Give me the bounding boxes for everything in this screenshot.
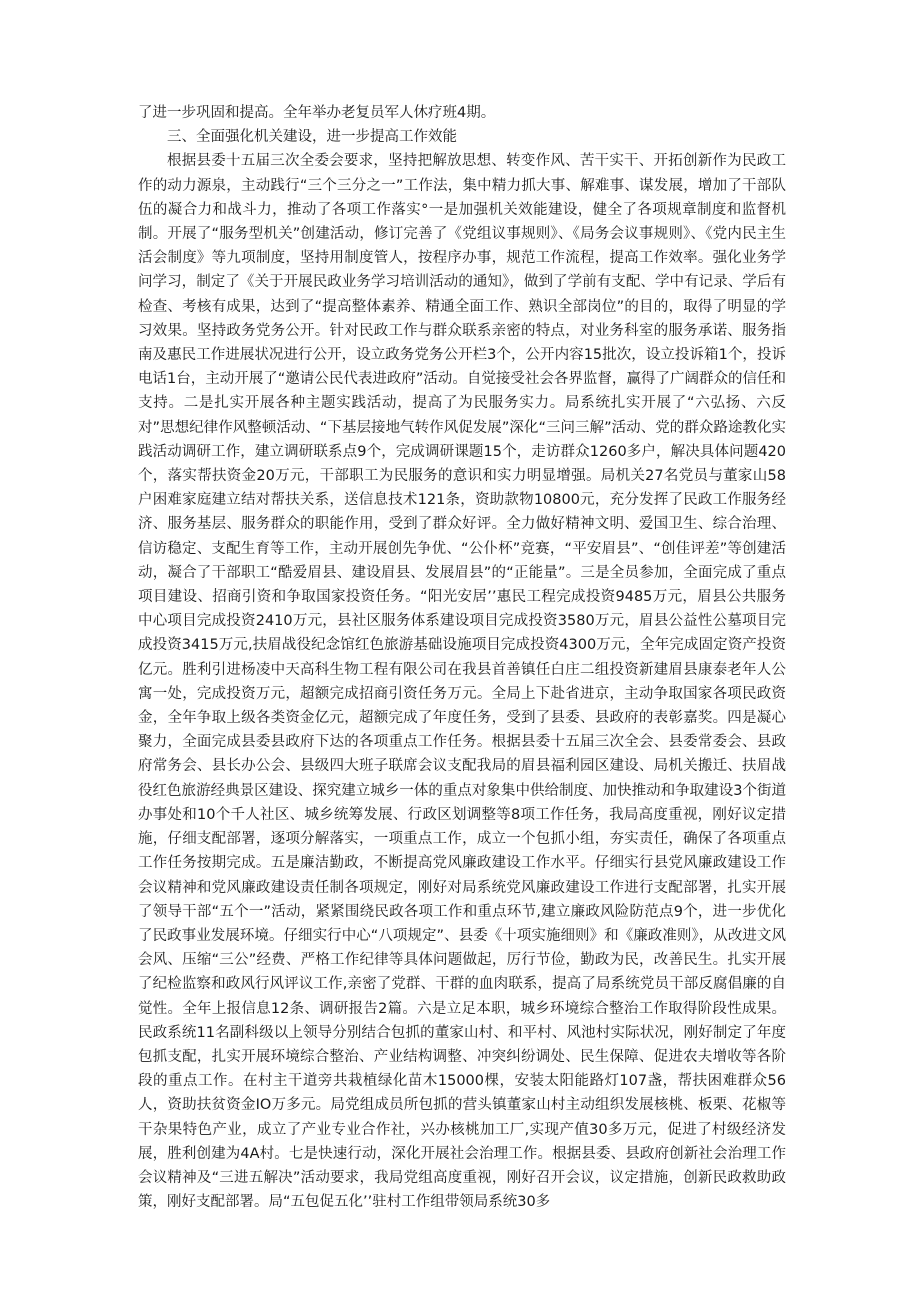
body-paragraph: 根据县委十五届三次全委会要求，坚持把解放思想、转变作风、苦干实干、开拓创新作为民政工作的动力源泉，主动践行“三个三分之一”工作法，集中精力抓大事、解难事、谋发展，增加了干部队伍的凝合力和战斗力，推动了各项工作落实°一是加强机关效能建设，健全了各项规章制度和监督机制。开展了“服务型机关”创建活动，修订完善了《党组议事规则》、《局务会议事规则》、《党内民主生活会制度》等九项制度，坚持用制度管人，按程序办事，规范工作流程，提高工作效率。强化业务学问学习，制定了《关于开展民政业务学习培训活动的通知》，做到了学前有支配、学中有记录、学后有检查、考核有成果，达到了“提高整体素养、精通全面工作、熟识全部岗位”的目的，取得了明显的学习效果。坚持政务党务公开。针对民政工作与群众联系亲密的特点，对业务科室的服务承诺、服务指南及惠民工作进展状况进行公开，设立政务党务公开栏3个，公开内容15批次，设立投诉箱1个，投诉电话1台，主动开展了“邀请公民代表进政府”活动。自觉接受社会各界监督，赢得了广阔群众的信任和支持。二是扎实开展各种主题实践活动，提高了为民服务实力。局系统扎实开展了“六弘扬、六反对”思想纪律作风整顿活动、“下基层接地气转作风促发展”深化“三问三解”活动、党的群众路途教化实践活动调研工作，建立调研联系点9个，完成调研课题15个，走访群众1260多户，解决具体问题420个，落实帮扶资金20万元，干部职工为民服务的意识和实力明显增强。局机关27名党员与董家山58户困难家庭建立结对帮扶关系，送信息技术121条，资助款物10800元，充分发挥了民政工作服务经济、服务基层、服务群众的职能作用，受到了群众好评。全力做好精神文明、爱国卫生、综合治理、信访稳定、支配生育等工作，主动开展创先争优、“公仆杯”竞赛，“平安眉县”、“创佳评差”等创建活动，凝合了干部职工“酷爱眉县、建设眉县、发展眉县”的“正能量”。三是全员参加，全面完成了重点项目建设、招商引资和争取国家投资任务。“阳光安居’’惠民工程完成投资9485万元，眉县公共服务中心项目完成投资2410万元，县社区服务体系建设项目完成投资3580万元，眉县公益性公墓项目完成投资3415万元,扶眉战役纪念馆红色旅游基础设施项目完成投资4300万元，全年完成固定资产投资亿元。胜利引进杨凌中天高科生物工程有限公司在我县首善镇任白庄二组投资新建眉县康泰老年人公寓一处，完成投资万元，超额完成招商引资任务万元。全局上下赴省进京，主动争取国家各项民政资金，全年争取上级各类资金亿元，超额完成了年度任务，受到了县委、县政府的表彰嘉奖。四是凝心聚力，全面完成县委县政府下达的各项重点工作任务。根据县委十五届三次全会、县委常委会、县政府常务会、县长办公会、县级四大班子联席会议支配我局的眉县福利园区建设、局机关搬迁、扶眉战役红色旅游经典景区建设、探究建立城乡一体的重点对象集中供给制度、加快推动和争取建设3个街道办事处和10个千人社区、城乡统筹发展、行政区划调整等8项工作任务，我局高度重视，刚好议定措施，仔细支配部署，逐项分解落实，一项重点工作，成立一个包抓小组，夯实责任，确保了各项重点工作任务按期完成。五是廉洁勤政，不断提高党风廉政建设工作水平。仔细实行县党风廉政建设工作会议精神和党风廉政建设责任制各项规定，刚好对局系统党风廉政建设工作进行支配部署，扎实开展了领导干部“五个一”活动，紧紧围绕民政各项工作和重点环节,建立廉政风险防范点9个，进一步优化了民政事业发展环境。仔细实行中心“八项规定”、县委《十项实施细则》和《廉政准则》，从改进文风会风、压缩“三公”经费、严格工作纪律等具体问题做起，厉行节俭，勤政为民，改善民生。扎实开展了纪检监察和政风行风评议工作,亲密了党群、干群的血肉联系，提高了局系统党员干部反腐倡廉的自觉性。全年上报信息12条、调研报告2篇。六是立足本职，城乡环境综合整治工作取得阶段性成果。民政系统11名副科级以上领导分别结合包抓的董家山村、和平村、风池村实际状况，刚好制定了年度包抓支配，扎实开展环境综合整治、产业结构调整、冲突纠纷调处、民生保障、促进农夫增收等各阶段的重点工作。在村主干道旁共栽植绿化苗木15000棵，安装太阳能路灯107盏，帮扶困难群众56人，资助扶贫资金IO万多元。局党组成员所包抓的营头镇董家山村主动组织发展核桃、板栗、花椒等干杂果特色产业，成立了产业专业合作社，兴办核桃加工厂,实现产值30多万元，促进了村级经济发展，胜利创建为4A村。七是快速行动，深化开展社会治理工作。根据县委、县政府创新社会治理工作会议精神及“三进五解决”活动要求，我局党组高度重视，刚好召开会议，议定措施，创新民政救助政策，刚好支配部署。局“五包促五化’’驻村工作组带领局系统30多 xyxy=(138,153,786,1211)
document-page xyxy=(138,101,786,1214)
section-heading: 三、全面强化机关建设，进一步提高工作效能 xyxy=(167,129,457,146)
continued-paragraph: 了进一步巩固和提高。全年举办老复员军人休疗班4期。 xyxy=(138,105,496,121)
